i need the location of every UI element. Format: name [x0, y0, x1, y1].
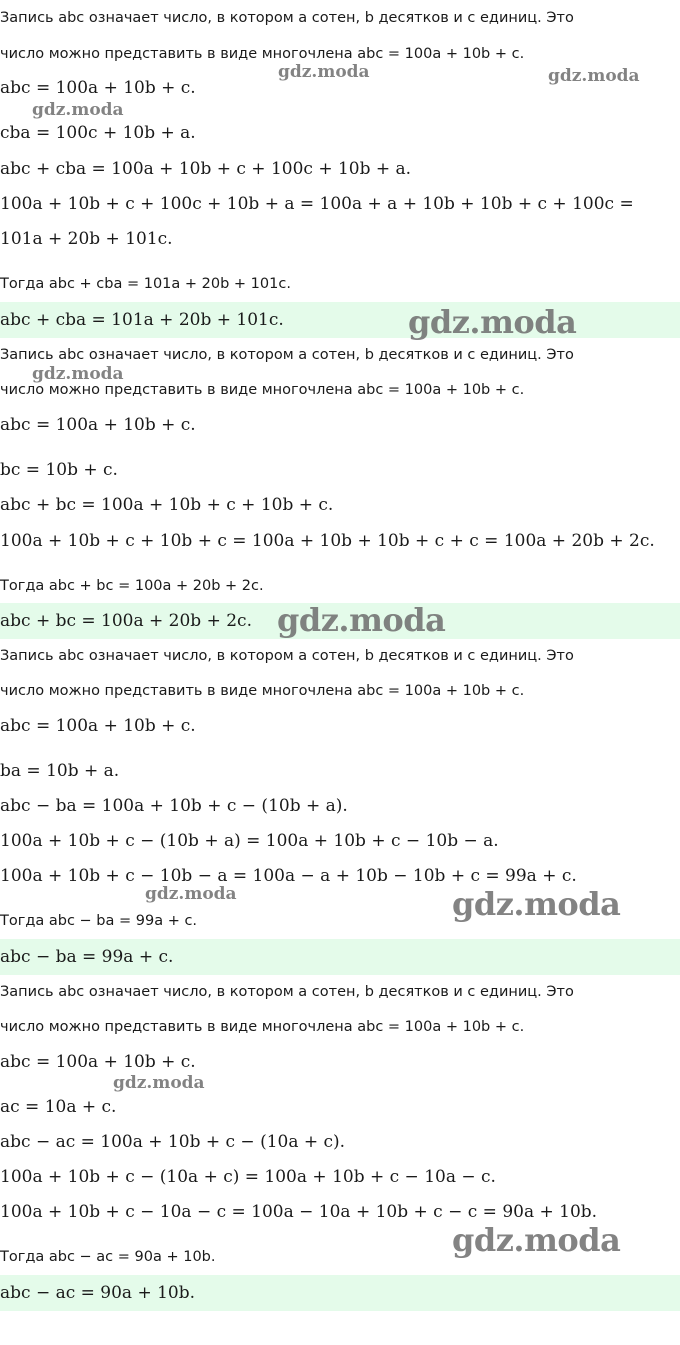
watermark: gdz.moda [452, 1221, 621, 1259]
answer-text: abc − ac = 90a + 10b. [0, 1283, 196, 1303]
math-line: cba = 100c + 10b + a. [0, 123, 196, 143]
intro-line: число можно представить в виде многочлена abc = 100a + 10b + c. [0, 1019, 525, 1035]
math-line: abc = 100a + 10b + c. [0, 78, 196, 98]
intro-line: число можно представить в виде многочлена abc = 100a + 10b + c. [0, 683, 525, 699]
math-line: abc − ac = 100a + 10b + c − (10a + c). [0, 1132, 346, 1152]
math-line: abc = 100a + 10b + c. [0, 716, 196, 736]
intro-line: Запись abc означает число, в котором a сотен, b десятков и c единиц. Это [0, 10, 574, 26]
intro-line: Запись abc означает число, в котором a сотен, b десятков и c единиц. Это [0, 984, 574, 1000]
conclusion-line: Тогда abc + cba = 101a + 20b + 101c. [0, 276, 291, 292]
conclusion-line: Тогда abc + bc = 100a + 20b + 2c. [0, 578, 264, 594]
math-line: 100a + 10b + c − (10b + a) = 100a + 10b + c − 10b − a. [0, 831, 499, 851]
math-line: 100a + 10b + c − (10a + c) = 100a + 10b + c − 10a − c. [0, 1167, 496, 1187]
conclusion-line: Тогда abc − ba = 99a + c. [0, 913, 198, 929]
watermark: gdz.moda [452, 885, 621, 923]
math-line: abc = 100a + 10b + c. [0, 1052, 196, 1072]
intro-line: число можно представить в виде многочлена abc = 100a + 10b + c. [0, 46, 525, 62]
math-line: abc + bc = 100a + 10b + c + 10b + c. [0, 495, 334, 515]
math-line: 100a + 10b + c + 100c + 10b + a = 100a + a + 10b + 10b + c + 100c = [0, 194, 634, 214]
math-line: 100a + 10b + c − 10b − a = 100a − a + 10b − 10b + c = 99a + c. [0, 866, 577, 886]
watermark: gdz.moda [278, 62, 370, 82]
answer-box [0, 302, 680, 338]
intro-line: число можно представить в виде многочлена abc = 100a + 10b + c. [0, 382, 525, 398]
intro-line: Запись abc означает число, в котором a сотен, b десятков и c единиц. Это [0, 347, 574, 363]
math-line: 100a + 10b + c + 10b + c = 100a + 10b + 10b + c + c = 100a + 20b + 2c. [0, 531, 655, 551]
math-line: abc = 100a + 10b + c. [0, 415, 196, 435]
math-line: bc = 10b + c. [0, 460, 118, 480]
watermark: gdz.moda [408, 303, 577, 341]
answer-text: abc + bc = 100a + 20b + 2c. [0, 611, 252, 631]
watermark: gdz.moda [277, 601, 446, 639]
answer-text: abc − ba = 99a + c. [0, 947, 174, 967]
answer-box [0, 1275, 680, 1311]
watermark: gdz.moda [145, 884, 237, 904]
answer-box [0, 939, 680, 975]
watermark: gdz.moda [548, 66, 640, 86]
math-line: 100a + 10b + c − 10a − c = 100a − 10a + 10b + c − c = 90a + 10b. [0, 1202, 598, 1222]
answer-text: abc + cba = 101a + 20b + 101c. [0, 310, 284, 330]
intro-line: Запись abc означает число, в котором a сотен, b десятков и c единиц. Это [0, 648, 574, 664]
math-line: abc − ba = 100a + 10b + c − (10b + a). [0, 796, 348, 816]
conclusion-line: Тогда abc − ac = 90a + 10b. [0, 1249, 216, 1265]
math-line: abc + cba = 100a + 10b + c + 100c + 10b + a. [0, 159, 412, 179]
math-line: ba = 10b + a. [0, 761, 120, 781]
math-line: 101a + 20b + 101c. [0, 229, 173, 249]
watermark: gdz.moda [32, 364, 124, 384]
math-line: ac = 10a + c. [0, 1097, 117, 1117]
watermark: gdz.moda [113, 1073, 205, 1093]
watermark: gdz.moda [32, 100, 124, 120]
